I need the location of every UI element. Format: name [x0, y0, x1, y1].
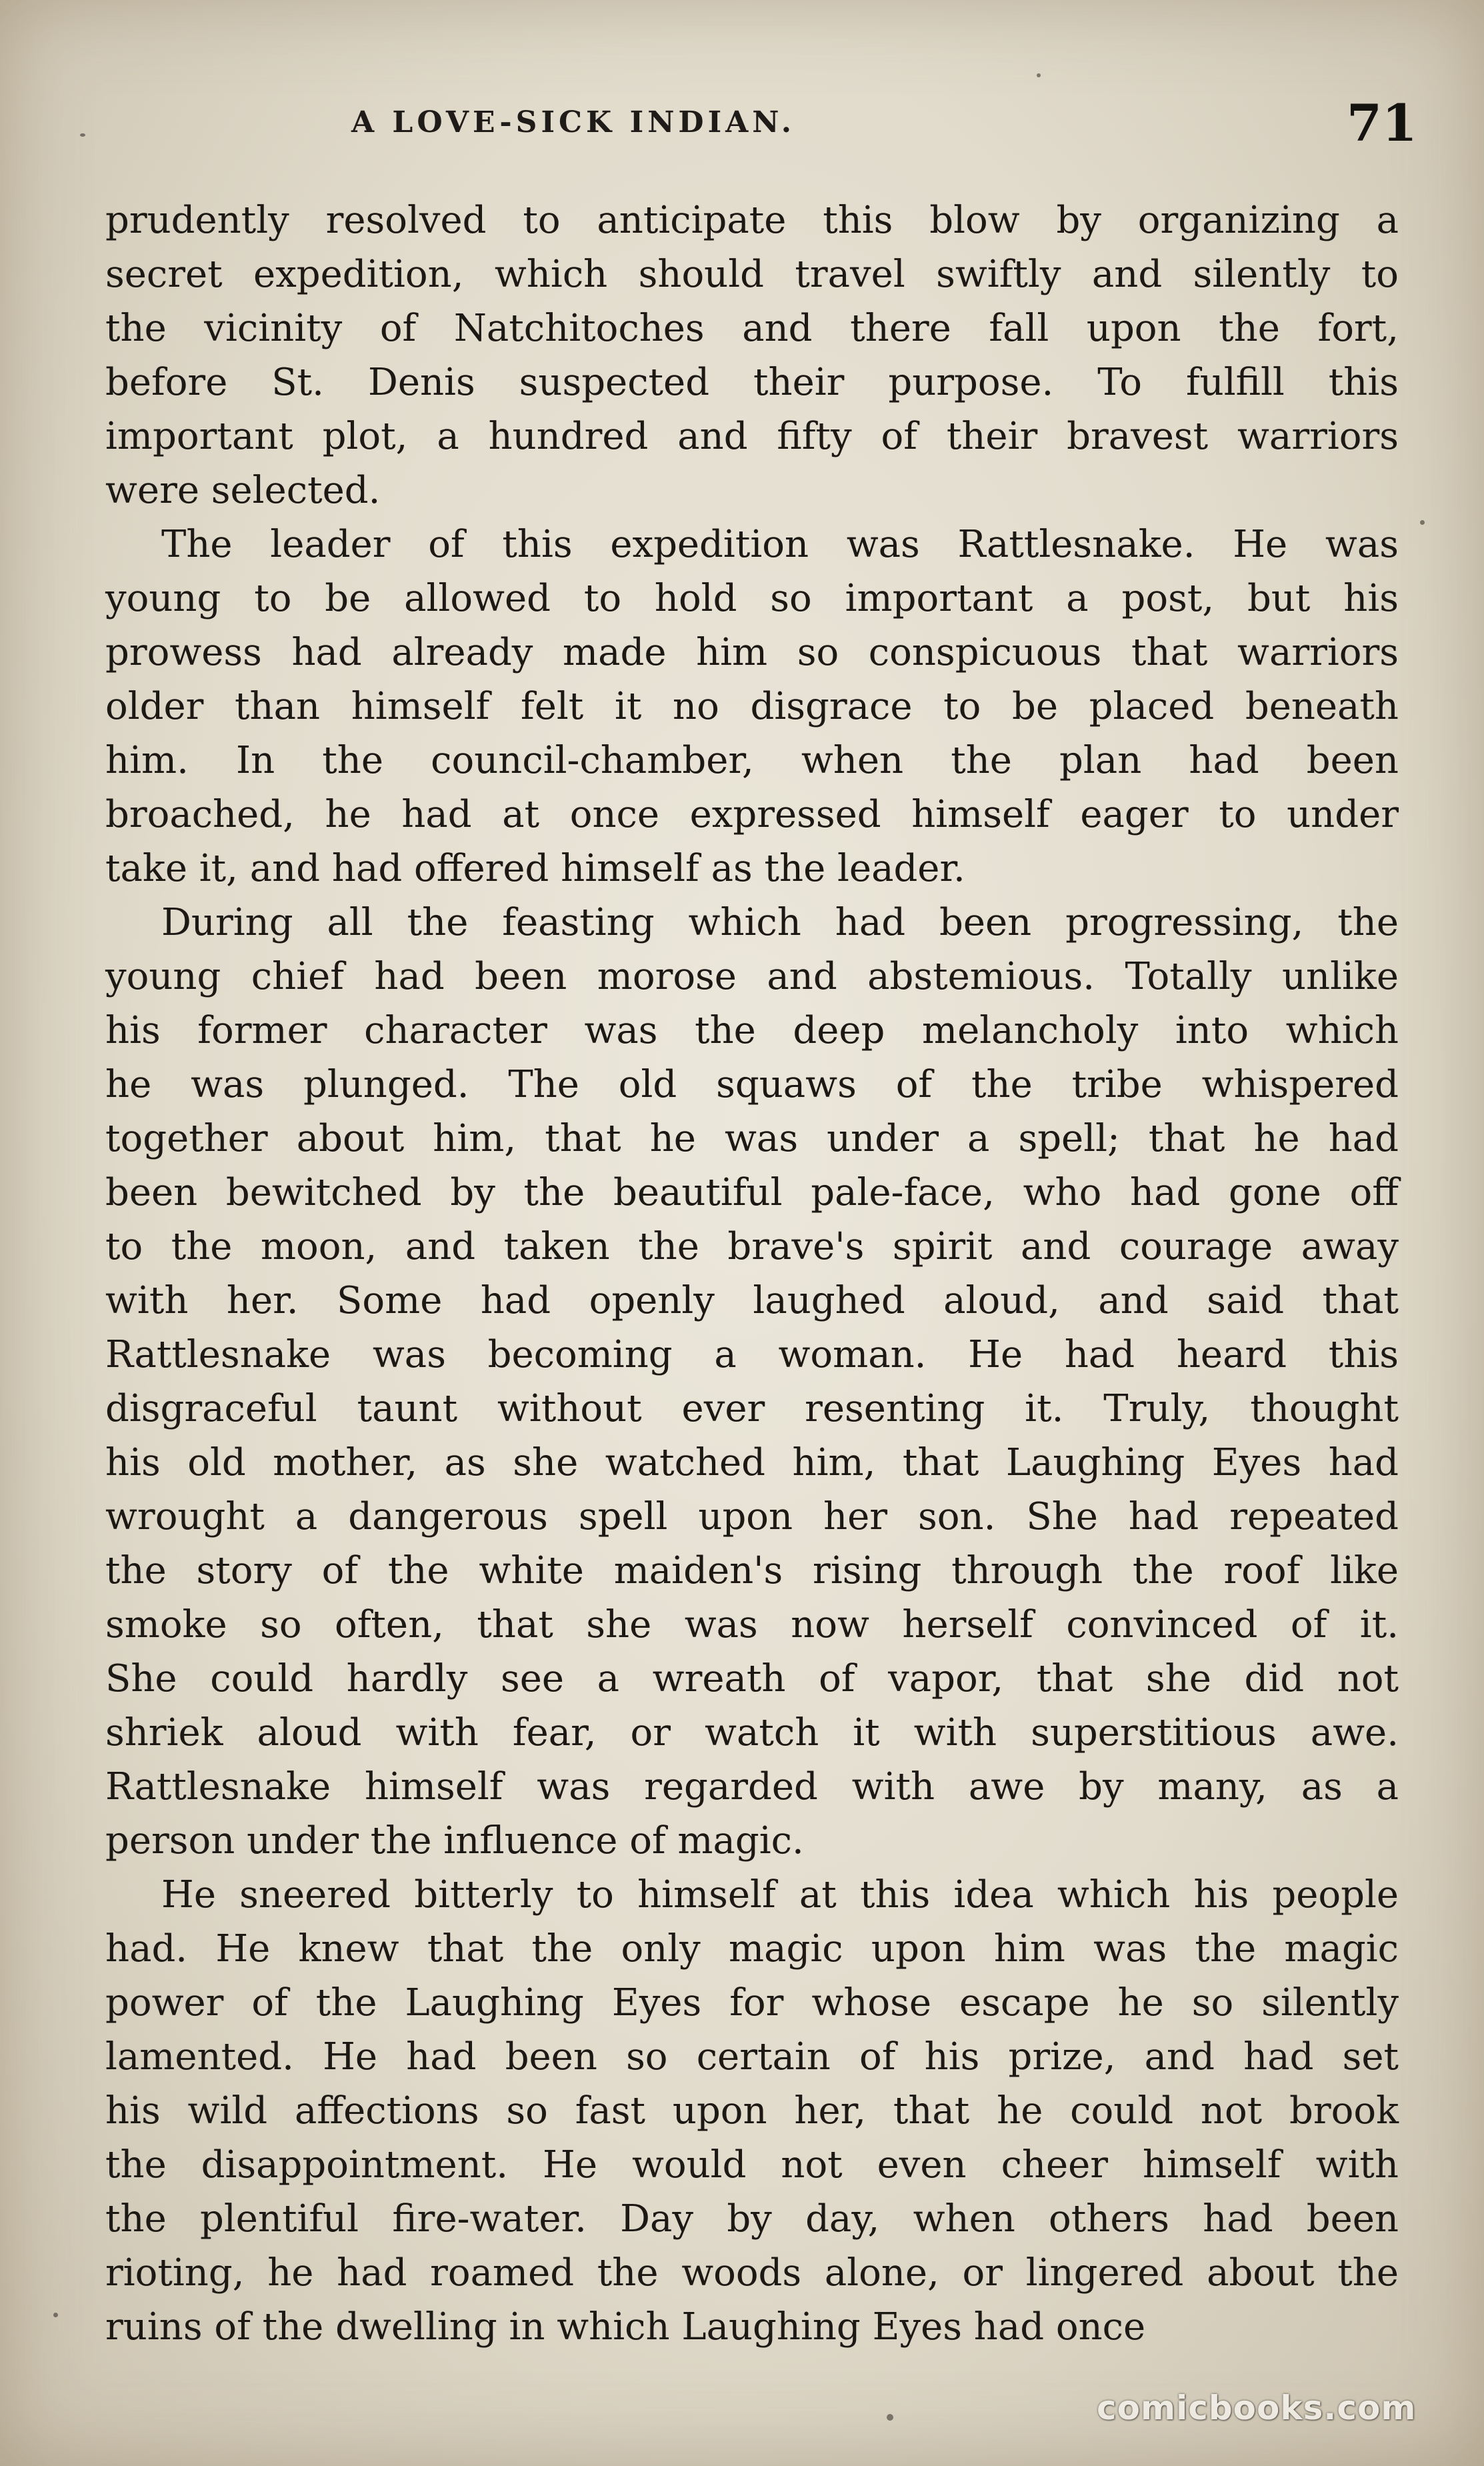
text-line: smoke so often, that she was now herself convinced of it.	[105, 1603, 1399, 1646]
text-line: shriek aloud with fear, or watch it with superstitious awe.	[105, 1711, 1399, 1754]
text-line: young to be allowed to hold so important a post, but his	[105, 577, 1399, 620]
text-line: power of the Laughing Eyes for whose escape he so silently	[105, 1981, 1399, 2025]
text-line: Rattlesnake was becoming a woman. He had heard this	[105, 1333, 1399, 1376]
paragraph	[105, 193, 1399, 517]
text-line: together about him, that he was under a spell; that he had	[105, 1117, 1399, 1160]
text-line: were selected.	[105, 469, 381, 512]
text-line: he was plunged. The old squaws of the tribe whispered	[105, 1063, 1399, 1106]
text-line: the vicinity of Natchitoches and there fall upon the fort,	[105, 307, 1399, 350]
text-line: his former character was the deep melancholy into which	[105, 1009, 1399, 1052]
text-line: prowess had already made him so conspicuous that warriors	[105, 631, 1399, 674]
text-line: She could hardly see a wreath of vapor, that she did not	[105, 1657, 1399, 1700]
text-line: ruins of the dwelling in which Laughing Eyes had once	[105, 2305, 1146, 2349]
paragraph	[105, 1868, 1399, 2354]
text-line: the plentiful fire-water. Day by day, when others had been	[105, 2197, 1399, 2241]
page-number: 71	[1347, 93, 1417, 153]
paragraph	[105, 517, 1399, 896]
text-line: the story of the white maiden's rising through the roof like	[105, 1549, 1399, 1592]
text-line: older than himself felt it no disgrace to be placed beneath	[105, 685, 1399, 728]
text-line: He sneered bitterly to himself at this idea which his people	[161, 1873, 1399, 1917]
text-line: disgraceful taunt without ever resenting it. Truly, thought	[105, 1387, 1399, 1430]
text-line: During all the feasting which had been progressing, the	[161, 901, 1399, 944]
text-line: rioting, he had roamed the woods alone, or lingered about the	[105, 2251, 1399, 2295]
ink-speck	[1037, 73, 1041, 77]
text-line: prudently resolved to anticipate this blow by organizing a	[105, 199, 1399, 242]
text-line: been bewitched by the beautiful pale-face, who had gone off	[105, 1171, 1399, 1214]
text-line: the disappointment. He would not even cheer himself with	[105, 2143, 1399, 2187]
text-line: wrought a dangerous spell upon her son. She had repeated	[105, 1495, 1399, 1538]
paragraph	[105, 896, 1399, 1868]
text-line: had. He knew that the only magic upon him was the magic	[105, 1927, 1399, 1971]
text-line: take it, and had offered himself as the leader.	[105, 847, 965, 890]
text-line: before St. Denis suspected their purpose. To fulfill this	[105, 361, 1399, 404]
watermark-text: comicbooks.com	[1097, 2389, 1417, 2427]
text-line: his wild affections so fast upon her, that he could not brook	[105, 2089, 1399, 2133]
running-title: A LOVE-SICK INDIAN.	[351, 105, 796, 139]
ink-speck	[1420, 520, 1425, 525]
text-line: to the moon, and taken the brave's spirit and courage away	[105, 1225, 1399, 1268]
ink-speck	[80, 133, 85, 137]
text-line: secret expedition, which should travel swiftly and silently to	[105, 253, 1399, 296]
text-line: Rattlesnake himself was regarded with awe by many, as a	[105, 1765, 1399, 1808]
text-line: important plot, a hundred and fifty of their bravest warriors	[105, 415, 1399, 458]
text-line: person under the influence of magic.	[105, 1819, 804, 1863]
body-text	[105, 193, 1399, 2354]
text-line: broached, he had at once expressed himself eager to under	[105, 793, 1399, 836]
text-line: The leader of this expedition was Rattlesnake. He was	[161, 523, 1399, 566]
text-line: lamented. He had been so certain of his prize, and had set	[105, 2035, 1399, 2079]
ink-speck	[887, 2414, 893, 2421]
text-line: his old mother, as she watched him, that Laughing Eyes had	[105, 1441, 1399, 1484]
text-line: young chief had been morose and abstemious. Totally unlike	[105, 955, 1399, 998]
ink-speck	[53, 2313, 58, 2317]
running-header	[0, 93, 1484, 153]
text-line: with her. Some had openly laughed aloud, and said that	[105, 1279, 1399, 1322]
text-line: him. In the council-chamber, when the plan had been	[105, 739, 1399, 782]
